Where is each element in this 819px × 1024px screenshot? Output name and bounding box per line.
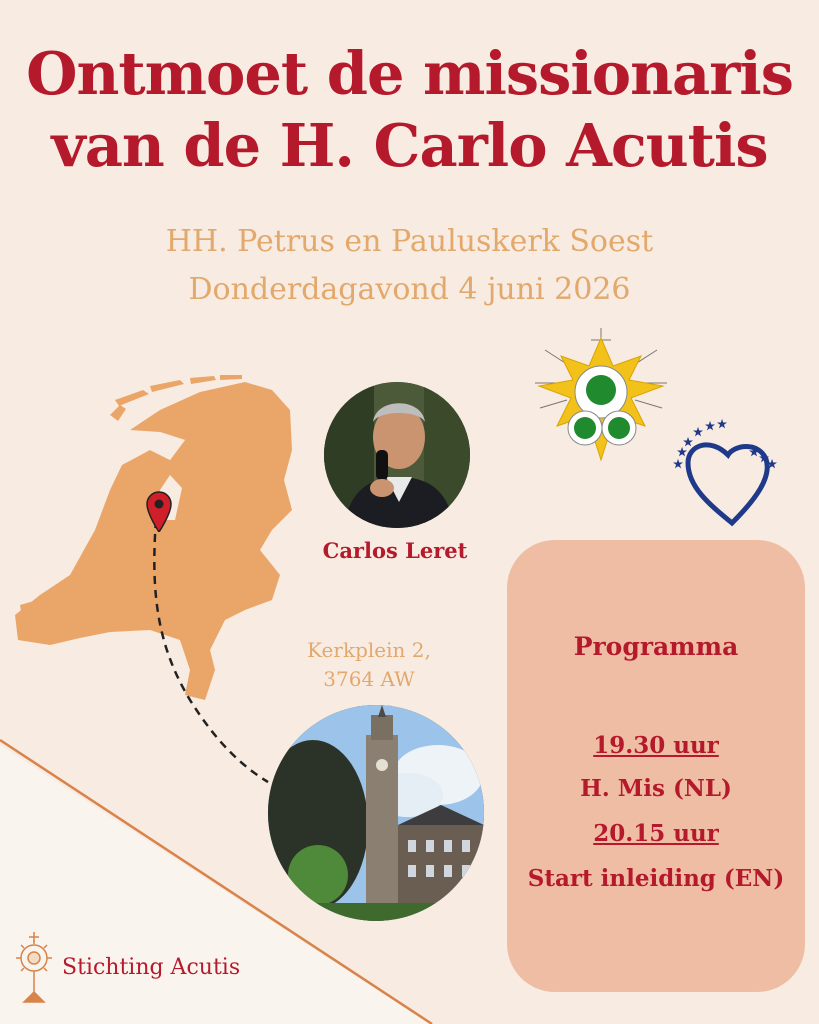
map-pin-icon xyxy=(145,490,173,532)
program-label-2: Start inleiding (EN) xyxy=(527,865,785,892)
program-box xyxy=(507,540,805,992)
speaker-image xyxy=(324,382,470,528)
svg-text:★: ★ xyxy=(678,448,687,458)
title-line-1: Ontmoet de missionaris xyxy=(26,39,793,108)
program-title: Programma xyxy=(573,632,739,661)
program-label-1: H. Mis (NL) xyxy=(580,775,732,802)
speaker-photo xyxy=(324,382,470,528)
organization-name: Stichting Acutis xyxy=(62,955,241,980)
speaker-name: Carlos Leret xyxy=(322,538,468,563)
church-name: HH. Petrus en Pauluskerk Soest xyxy=(165,224,654,259)
svg-text:★: ★ xyxy=(706,422,715,432)
event-date: Donderdagavond 4 juni 2026 xyxy=(188,272,631,307)
church-photo xyxy=(268,705,484,921)
netherlands-map xyxy=(10,370,300,705)
heart-stars-logo-icon xyxy=(670,415,780,530)
address xyxy=(274,636,464,694)
address-postcode: 3764 AW xyxy=(323,667,415,691)
svg-text:★: ★ xyxy=(674,460,683,470)
svg-text:★: ★ xyxy=(760,454,769,464)
svg-text:★: ★ xyxy=(750,448,759,458)
svg-text:★: ★ xyxy=(718,420,727,430)
program-time-1: 19.30 uur xyxy=(593,732,719,759)
sun-logo-icon xyxy=(535,328,667,468)
title-line-2: van de H. Carlo Acutis xyxy=(51,111,768,180)
church-image xyxy=(268,705,484,921)
address-street: Kerkplein 2, xyxy=(307,638,431,662)
svg-text:★: ★ xyxy=(768,460,777,470)
svg-text:★: ★ xyxy=(694,428,703,438)
program-time-2: 20.15 uur xyxy=(593,820,719,847)
page-title xyxy=(0,38,819,182)
monstrance-icon xyxy=(12,932,56,1004)
svg-text:★: ★ xyxy=(684,438,693,448)
